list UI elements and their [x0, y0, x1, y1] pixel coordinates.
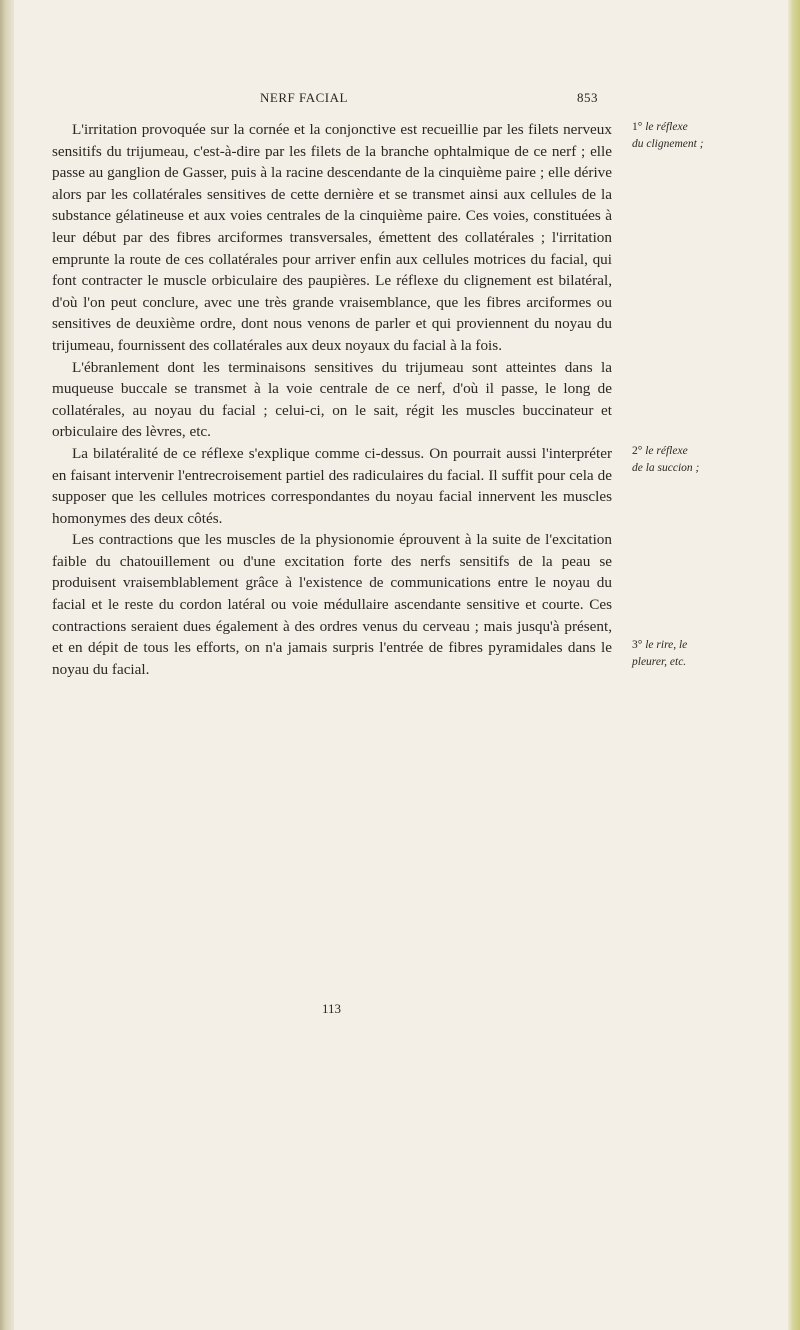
page-number: 853: [577, 90, 598, 105]
paragraph-4: Les contractions que les muscles de la physionomie éprouvent à la suite de l'excitation faible du chatouillement ou d'une excitation forte des nerfs sensitifs de la peau se produisent vraisemblablement grâce à l'existence de communications entre le noyau du facial et le reste du cordon latéral ou voie médullaire ascendante sensitive et courte. Ces contractions seraient dues également à des ordres venus du cerveau ; mais jusqu'à présent, et en dépit de tous les efforts, on n'a jamais surpris l'entrée de fibres pyramidales dans le noyau du facial.: [52, 531, 612, 678]
margin-note-line: le réflexe: [645, 445, 688, 457]
margin-note-3: [632, 637, 772, 671]
margin-note-number: 2°: [632, 445, 643, 457]
margin-note-number: 3°: [632, 639, 643, 651]
paragraph-1: L'irritation provoquée sur la cornée et la conjonctive est recueillie par les filets nerveux sensitifs du trijumeau, c'est-à-dire par les filets de la branche ophtalmique de ce nerf ; elle passe au ganglion de Gasser, puis à la racine descendante de la cinquième paire ; elle dérive alors par les collatérales sensitives de cette dernière et se transmet ainsi aux cellules de la substance gélatineuse et aux voies centrales de la cinquième paire. Ces voies, constituées à leur début par des fibres arciformes transversales, émettent des collatérales ; l'irritation emprunte la route de ces collatérales pour arriver enfin aux cellules motrices du facial, qui font contracter le muscle orbiculaire des paupières. Le réflexe du clignement est bilatéral, d'où l'on peut conclure, avec une très grande vraisemblance, que les fibres arciformes ou sensitives de deuxième ordre, dont nous venons de parler et qui proviennent du noyau du trijumeau, fournissent des collatérales aux deux noyaux du facial à la fois.: [52, 121, 612, 354]
page-edge-left: [0, 0, 14, 1330]
margin-note-number: 1°: [632, 121, 643, 133]
body-text: [52, 119, 612, 680]
signature-mark: 113: [322, 1001, 342, 1016]
margin-note-line: le rire, le: [645, 639, 688, 651]
margin-note-line: pleurer, etc.: [632, 656, 687, 668]
paragraph-2: L'ébranlement dont les terminaisons sensitives du trijumeau sont atteintes dans la muqueuse buccale se transmet à la voie centrale de ce nerf, d'où il passe, le long de collatérales, au noyau du facial ; celui-ci, on le sait, régit les muscles buccinateur et orbiculaire des lèvres, etc.: [52, 358, 612, 441]
margin-note-line: du clignement ;: [632, 138, 704, 150]
margin-note-line: le réflexe: [645, 121, 688, 133]
running-head: NERF FACIAL: [260, 90, 348, 105]
margin-note-line: de la succion ;: [632, 462, 700, 474]
margin-note-1: [632, 119, 772, 153]
page-edge-right: [788, 0, 800, 1330]
margin-note-2: [632, 443, 772, 477]
paragraph-3: La bilatéralité de ce réflexe s'explique comme ci-dessus. On pourrait aussi l'interpréter en faisant intervenir l'entrecroisement partiel des radiculaires du facial. Il suffit pour cela de supposer que les cellules motrices correspondantes du noyau facial innervent les muscles homonymes des deux côtés.: [52, 444, 612, 527]
